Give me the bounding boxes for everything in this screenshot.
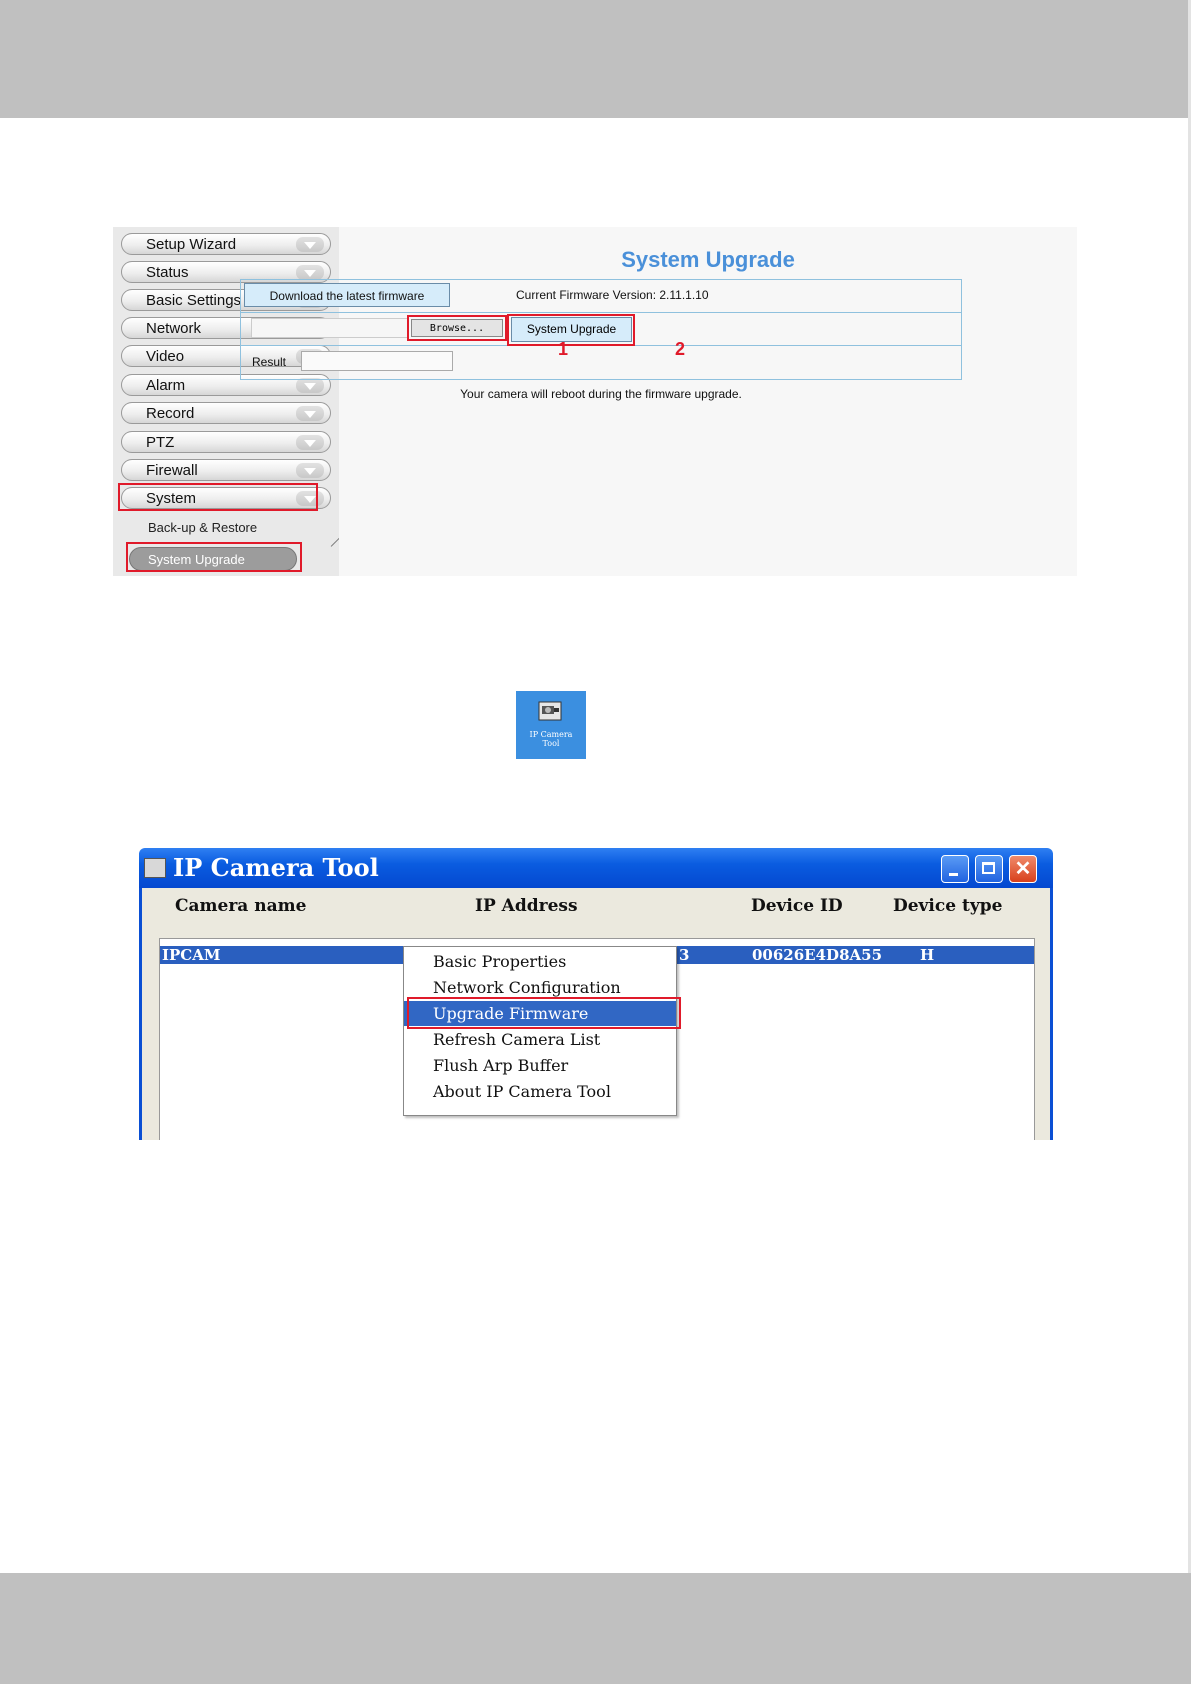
system-upgrade-button[interactable]: System Upgrade: [511, 317, 632, 342]
menu-system[interactable]: System: [121, 487, 331, 509]
submenu-system-upgrade[interactable]: System Upgrade: [129, 547, 297, 571]
close-button[interactable]: [1009, 855, 1037, 883]
menu-status[interactable]: Status: [121, 261, 331, 283]
firmware-version: Current Firmware Version: 2.11.1.10: [516, 288, 709, 302]
menu-item-basic-properties[interactable]: Basic Properties: [433, 952, 567, 971]
page-title: System Upgrade: [621, 247, 795, 272]
step-number-2: 2: [675, 339, 686, 359]
result-row: [241, 346, 961, 379]
menu-item-network-configuration[interactable]: Network Configuration: [433, 978, 621, 997]
window-titlebar: [139, 848, 1053, 888]
column-camera-name[interactable]: Camera name: [175, 896, 307, 916]
footer-band: [0, 1573, 1191, 1684]
menu-record[interactable]: Record: [121, 402, 331, 424]
upload-row: [241, 313, 961, 346]
reboot-note: Your camera will reboot during the firmware upgrade.: [460, 387, 742, 401]
menu-network[interactable]: Network: [121, 317, 331, 339]
highlight-upgrade-firmware: [407, 997, 681, 1029]
ip-address-cell: 3: [679, 946, 690, 964]
ip-camera-tool-desktop-icon[interactable]: [516, 691, 586, 759]
device-id-cell: 00626E4D8A55: [752, 946, 883, 964]
camera-name-cell: IPCAM: [162, 946, 221, 964]
device-type-cell: H: [920, 946, 935, 964]
desktop-icon-caption: IP Camera Tool: [529, 730, 573, 748]
menu-item-upgrade-firmware[interactable]: Upgrade Firmware: [404, 1001, 676, 1026]
menu-firewall[interactable]: Firewall: [121, 459, 331, 481]
highlight-system-upgrade-button: [507, 314, 635, 346]
chevron-down-icon: [296, 406, 324, 421]
chevron-down-icon: [296, 435, 324, 450]
column-device-type[interactable]: Device type: [893, 896, 1003, 916]
download-firmware-button[interactable]: Download the latest firmware: [244, 283, 450, 307]
column-ip-address[interactable]: IP Address: [475, 896, 578, 916]
result-label: Result: [252, 355, 287, 369]
highlight-system: [118, 483, 318, 511]
upgrade-form: [240, 279, 962, 380]
firmware-row: [241, 280, 961, 313]
result-field: [301, 351, 453, 371]
highlight-system-upgrade: [126, 542, 302, 572]
chevron-down-icon: [296, 265, 324, 280]
maximize-button[interactable]: [975, 855, 1003, 883]
web-ui-screenshot: [113, 227, 1077, 576]
app-icon: [144, 858, 166, 878]
menu-setup-wizard[interactable]: Setup Wizard: [121, 233, 331, 255]
camera-tool-icon: [538, 699, 562, 723]
menu-basic-settings[interactable]: Basic Settings: [121, 289, 331, 311]
column-device-id[interactable]: Device ID: [751, 896, 843, 916]
minimize-button[interactable]: [941, 855, 969, 883]
highlight-browse: [407, 315, 507, 341]
header-band: [0, 0, 1191, 118]
menu-item-refresh-camera-list[interactable]: Refresh Camera List: [433, 1030, 601, 1049]
window-title: IP Camera Tool: [173, 853, 379, 882]
close-icon: ✕: [1014, 858, 1032, 880]
menu-video[interactable]: Video: [121, 345, 331, 367]
ip-camera-tool-window: [139, 848, 1053, 1140]
menu-alarm[interactable]: Alarm: [121, 374, 331, 396]
menu-item-flush-arp-buffer[interactable]: Flush Arp Buffer: [433, 1056, 569, 1075]
menu-item-about[interactable]: About IP Camera Tool: [433, 1082, 611, 1101]
chevron-down-icon: [296, 237, 324, 252]
submenu-backup-restore[interactable]: Back-up & Restore: [148, 520, 258, 535]
browse-button[interactable]: Browse...: [411, 319, 503, 337]
chevron-down-icon: [296, 463, 324, 478]
step-number-1: 1: [558, 339, 569, 359]
menu-ptz[interactable]: PTZ: [121, 431, 331, 453]
file-path-input[interactable]: [251, 318, 409, 338]
context-menu: [403, 946, 677, 1116]
